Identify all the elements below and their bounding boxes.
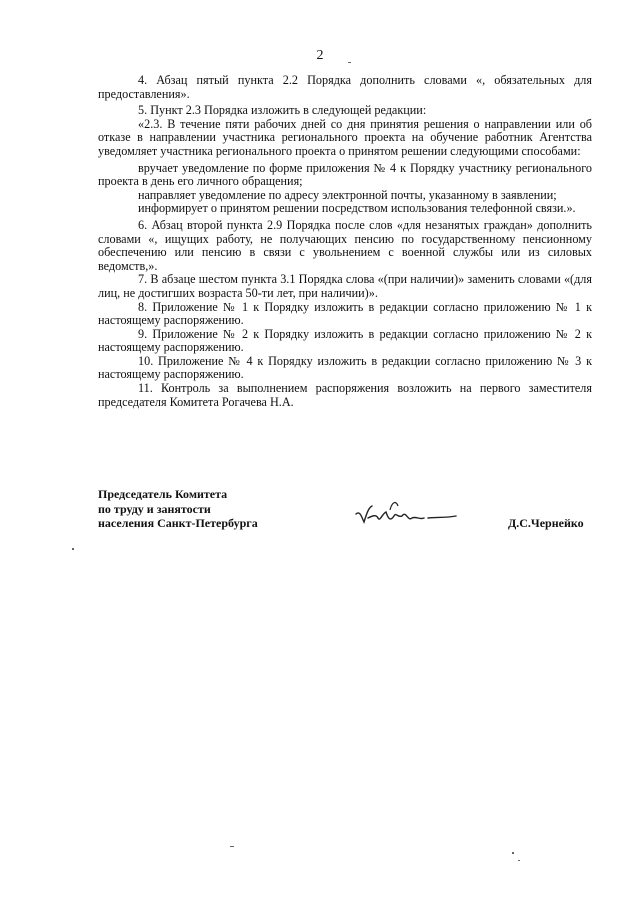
paragraph-item-10: 10. Приложение № 4 к Порядку изложить в редакции согласно приложению № 3 к настоящему распоряжению. <box>98 353 592 382</box>
signatory-title-line: населения Санкт-Петербурга <box>98 516 258 530</box>
signatory-name: Д.С.Чернейко <box>508 516 584 530</box>
scan-speck <box>348 62 351 63</box>
paragraph-item-4: 4. Абзац пятый пункта 2.2 Порядка дополнить словами «, обязательных для предоставления». <box>98 73 592 101</box>
paragraph-item-9: 9. Приложение № 2 к Порядку изложить в редакции согласно приложению № 2 к настоящему распоряжению. <box>98 326 592 355</box>
paragraph-method-email: направляет уведомление по адресу электронной почты, указанному в заявлении; <box>138 187 557 202</box>
paragraph-item-8: 8. Приложение № 1 к Порядку изложить в редакции согласно приложению № 1 к настоящему распоряжению. <box>98 299 592 328</box>
document-body <box>98 74 592 409</box>
scan-speck <box>512 852 514 854</box>
paragraph-item-7: 7. В абзаце шестом пункта 3.1 Порядка слова «(при наличии)» заменить словами «(для лиц, не достигших возраста 50-ти лет, при наличии)». <box>98 272 592 300</box>
signatory-title-line: по труду и занятости <box>98 501 211 516</box>
scan-speck <box>230 846 234 847</box>
paragraph-clause-2-3: «2.3. В течение пяти рабочих дней со дня принятия решения о направлении или об отказе в направлении участника регионального проекта на обучение работник Агентства уведомляет участника регионального проекта о принятом решении следующими способами: <box>98 116 592 158</box>
paragraph-item-11: 11. Контроль за выполнением распоряжения возложить на первого заместителя председателя Комитета Рогачева Н.А. <box>98 381 592 409</box>
handwritten-signature <box>352 496 462 536</box>
paragraph-method-phone: информирует о принятом решении посредством использования телефонной связи.». <box>138 201 576 216</box>
scan-speck <box>72 548 74 550</box>
page-number: 2 <box>316 48 324 63</box>
signatory-title <box>98 487 258 531</box>
paragraph-method-handover: вручает уведомление по форме приложения № 4 к Порядку участнику регионального проекта в день его личного обращения; <box>98 160 592 189</box>
paragraph-item-6: 6. Абзац второй пункта 2.9 Порядка после слов «для незанятых граждан» дополнить словами «, ищущих работу, не получающих пенсию по государственному пенсионному обеспечению или пенсию в связи с увольнением с военной службы или из силовых ведомств,». <box>98 217 592 273</box>
paragraph-item-5: 5. Пункт 2.3 Порядка изложить в следующей редакции: <box>138 103 427 118</box>
signatory-title-line: Председатель Комитета <box>98 487 228 501</box>
scan-speck <box>518 860 520 861</box>
